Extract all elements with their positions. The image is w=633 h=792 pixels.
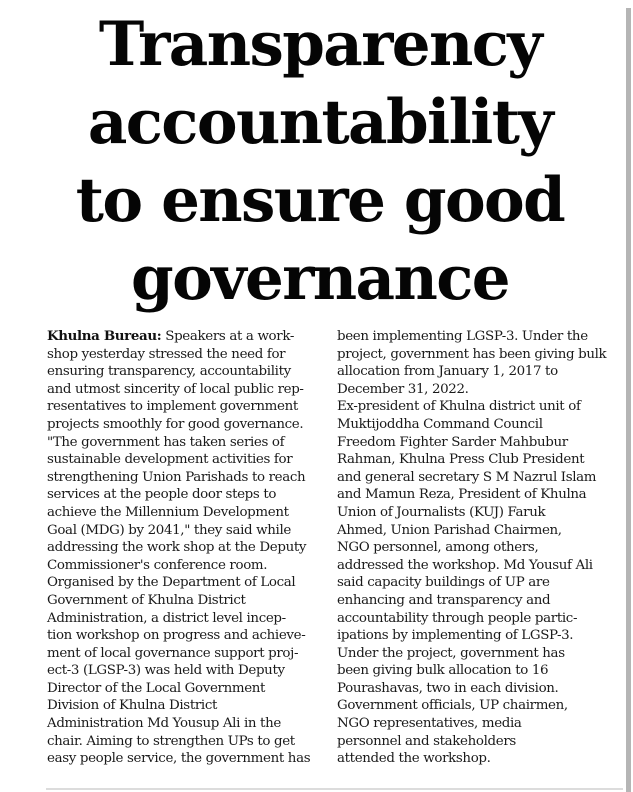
body-line: resentatives to implement government bbox=[47, 399, 298, 415]
body-line: chair. Aiming to strengthen UPs to get bbox=[47, 733, 295, 749]
body-line: Freedom Fighter Sarder Mahbubur bbox=[337, 434, 568, 450]
body-line: Union of Journalists (KUJ) Faruk bbox=[337, 504, 546, 520]
body-line: NGO personnel, among others, bbox=[337, 540, 539, 556]
body-line: sustainable development activities for bbox=[47, 452, 293, 468]
body-line: ensuring transparency, accountability bbox=[47, 364, 291, 380]
body-line: NGO representatives, media bbox=[337, 716, 522, 732]
right-border-rule bbox=[626, 8, 631, 792]
body-line: Rahman, Khulna Press Club President bbox=[337, 452, 585, 468]
body-line: Government of Khulna District bbox=[47, 592, 246, 608]
body-line: strengthening Union Parishads to reach bbox=[47, 469, 306, 485]
headline-line: governance bbox=[131, 243, 509, 314]
body-line: Government officials, UP chairmen, bbox=[337, 698, 568, 714]
body-line: addressing the work shop at the Deputy bbox=[47, 540, 307, 556]
body-line: easy people service, the government has bbox=[47, 751, 311, 767]
body-line: said capacity buildings of UP are bbox=[337, 575, 550, 591]
body-line: Administration Md Yousup Ali in the bbox=[47, 716, 281, 732]
body-line: personnel and stakeholders bbox=[337, 733, 516, 749]
body-line: Ex-president of Khulna district unit of bbox=[337, 399, 581, 415]
body-line: project, government has been giving bulk bbox=[337, 346, 607, 362]
body-line: Organised by the Department of Local bbox=[47, 575, 296, 591]
bottom-border-rule bbox=[46, 788, 623, 790]
body-line: Commissioner's conference room. bbox=[47, 557, 268, 573]
headline bbox=[30, 6, 610, 318]
left-column-lines bbox=[47, 346, 322, 768]
body-line: ment of local governance support proj- bbox=[47, 645, 299, 661]
body-line: projects smoothly for good governance. bbox=[47, 416, 304, 432]
headline-line: to ensure good bbox=[75, 165, 565, 236]
body-line: enhancing and transparency and bbox=[337, 592, 551, 608]
body-line: Director of the Local Government bbox=[47, 680, 266, 696]
right-column-lines bbox=[337, 328, 617, 768]
article-column-left bbox=[47, 328, 322, 768]
body-line: attended the workshop. bbox=[337, 751, 491, 767]
body-line: and Mamun Reza, President of Khulna bbox=[337, 487, 587, 503]
body-line: tion workshop on progress and achieve- bbox=[47, 628, 306, 644]
body-line: ipations by implementing of LGSP-3. bbox=[337, 628, 574, 644]
body-text: Speakers at a work- bbox=[161, 329, 295, 344]
body-line: allocation from January 1, 2017 to bbox=[337, 364, 558, 380]
body-line: ect-3 (LGSP-3) was held with Deputy bbox=[47, 663, 285, 679]
article-column-right bbox=[337, 328, 617, 768]
headline-line: Transparency bbox=[98, 9, 542, 80]
body-line: and utmost sincerity of local public rep- bbox=[47, 381, 304, 397]
body-line: addressed the workshop. Md Yousuf Ali bbox=[337, 557, 593, 573]
body-line: shop yesterday stressed the need for bbox=[47, 346, 286, 362]
body-line: Pourashavas, two in each division. bbox=[337, 680, 559, 696]
body-line: Division of Khulna District bbox=[47, 698, 218, 714]
body-line: Ahmed, Union Parishad Chairmen, bbox=[337, 522, 562, 538]
body-line bbox=[47, 328, 322, 346]
body-line: achieve the Millennium Development bbox=[47, 504, 289, 520]
dateline: Khulna Bureau: bbox=[47, 328, 162, 344]
body-line: and general secretary S M Nazrul Islam bbox=[337, 469, 597, 485]
body-line: accountability through people partic- bbox=[337, 610, 578, 626]
body-line: been implementing LGSP-3. Under the bbox=[337, 329, 588, 344]
body-line: "The government has taken series of bbox=[47, 434, 285, 450]
body-line: Goal (MDG) by 2041," they said while bbox=[47, 522, 291, 538]
body-line: December 31, 2022. bbox=[337, 381, 469, 397]
headline-line: accountability bbox=[87, 87, 553, 158]
body-line: been giving bulk allocation to 16 bbox=[337, 663, 549, 679]
body-line: Administration, a district level incep- bbox=[47, 610, 286, 626]
body-line: services at the people door steps to bbox=[47, 487, 277, 503]
body-line: Under the project, government has bbox=[337, 645, 565, 661]
body-line: Muktijoddha Command Council bbox=[337, 416, 543, 432]
